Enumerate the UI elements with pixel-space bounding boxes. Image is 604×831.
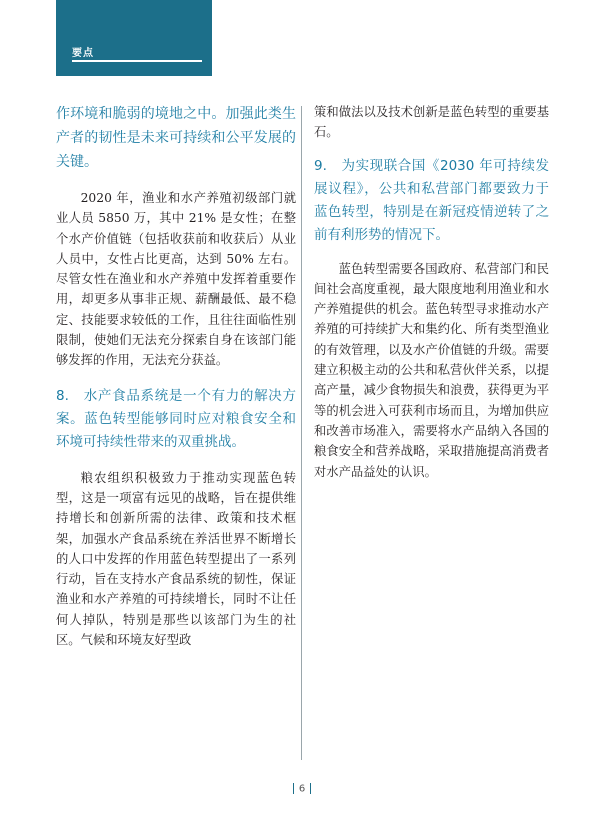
intro-highlight: 作环境和脆弱的境地之中。加强此类生产者的韧性是未来可持续和公平发展的关键。 <box>56 106 296 170</box>
page-footer <box>0 783 604 795</box>
employment-paragraph: 2020 年，渔业和水产养殖初级部门就业人员 5850 万，其中 21% 是女性；在整个水产价值链（包括收获前和收获后）从业人员中，女性占比更高，达到 50% 左右。尽管女性在渔业和水产养殖中发挥着重要作用，却更多从事非正规、薪酬最低、最不稳定、技能要求较低的工作，且往往面临性别限制，使她们无法充分探索自身在该部门能够发挥的作用，无法充分获益。 <box>56 191 296 368</box>
section-header <box>56 0 212 76</box>
footer-bar-right <box>310 783 311 794</box>
section-label: 要点 <box>72 48 94 59</box>
blue-transformation-paragraph: 粮农组织积极致力于推动实现蓝色转型，这是一项富有远见的战略，旨在提供维持增长和创新所需的法律、政策和技术框架，加强水产食品系统在养活世界不断增长的人口中发挥的作用蓝色转型提出了一系列行动，旨在支持水产食品系统的韧性，保证渔业和水产养殖的可持续增长，同时不让任何人掉队，特别是那些以该部门为生的社区。气候和环境友好型政 <box>56 470 296 648</box>
column-divider <box>301 106 302 760</box>
footer-bar-left <box>293 783 294 794</box>
header-rule <box>72 60 202 62</box>
key-point-8: 8. 水产食品系统是一个有力的解决方案。蓝色转型能够同时应对粮食安全和环境可持续性带来的双重挑战。 <box>56 387 296 450</box>
key-point-9: 9. 为实现联合国《2030 年可持续发展议程》，公共和私营部门都要致力于蓝色转型，特别是在新冠疫情逆转了之前有利形势的情况下。 <box>314 157 549 243</box>
right-column <box>314 102 549 482</box>
left-column <box>56 102 296 650</box>
continuation-text: 策和做法以及技术创新是蓝色转型的重要基石。 <box>314 105 549 140</box>
page-number: 6 <box>298 783 306 795</box>
partnership-paragraph: 蓝色转型需要各国政府、私营部门和民间社会高度重视，最大限度地利用渔业和水产养殖提供的机会。蓝色转型寻求推动水产养殖的可持续扩大和集约化、所有类型渔业的有效管理，以及水产价值链的升级。需要建立积极主动的公共和私营伙伴关系，以提高产量，减少食物损失和浪费，获得更为平等的机会进入可获利市场而且，为增加供应和改善市场准入，需要将水产品纳入各国的粮食安全和营养战略，采取措施提高消费者对水产品益处的认识。 <box>314 261 549 479</box>
